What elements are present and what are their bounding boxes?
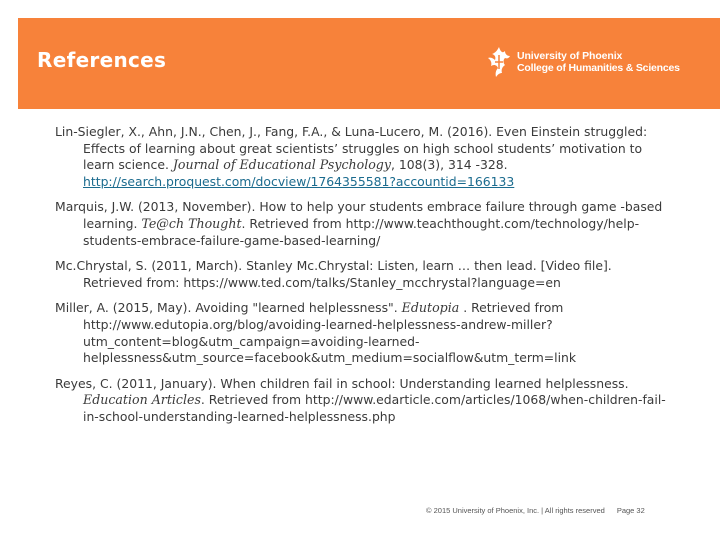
page-title: References: [37, 48, 167, 72]
phoenix-logo-icon: [486, 45, 512, 79]
references-list: [55, 124, 675, 435]
reference-link[interactable]: http://search.proquest.com/docview/1764355581?accountid=166133: [83, 173, 515, 189]
footer: [426, 506, 645, 515]
university-logo: [486, 45, 680, 79]
reference-item: Mc.Chrystal, S. (2011, March). Stanley Mc.Chrystal: Listen, learn … then lead. [Video file]. Retrieved from: https://www.ted.com/talks/Stanley_mcchrystal?language=en: [55, 258, 612, 290]
reference-item: Marquis, J.W. (2013, November). How to help your students embrace failure through game -based learning. Te@ch Thought. Retrieved from http://www.teachthought.com/technology/help-students-embrace-failure-game-based-learning/: [55, 199, 663, 248]
logo-university-name: University of Phoenix: [517, 50, 623, 62]
reference-item: Reyes, C. (2011, January). When children fail in school: Understanding learned helplessness. Education Articles. Retrieved from http://www.edarticle.com/articles/1068/when-children-fail-in-school-understanding-learned-helplessness.php: [55, 375, 666, 424]
page-number: Page 32: [616, 506, 645, 515]
logo-college-name: College of Humanities & Sciences: [517, 62, 680, 74]
copyright-notice: © 2015 University of Phoenix, Inc. | All rights reserved: [426, 506, 605, 515]
reference-item: Miller, A. (2015, May). Avoiding "learned helplessness". Edutopia . Retrieved from http://www.edutopia.org/blog/avoiding-learned-helplessness-andrew-miller?utm_content=blog&utm_campaign=avoiding-learned-helplessness&utm_source=facebook&utm_medium=socialflow&utm_term=link: [55, 300, 577, 366]
reference-item: Lin-Siegler, X., Ahn, J.N., Chen, J., Fang, F.A., & Luna-Lucero, M. (2016). Even Einstein struggled: Effects of learning about great scientists’ struggles on high school students’ motivation to learn science. Journal of Educational Psychology, 108(3), 314 -328. http://search.proquest.com/docview/1764355581?accountid=166133: [55, 124, 648, 189]
